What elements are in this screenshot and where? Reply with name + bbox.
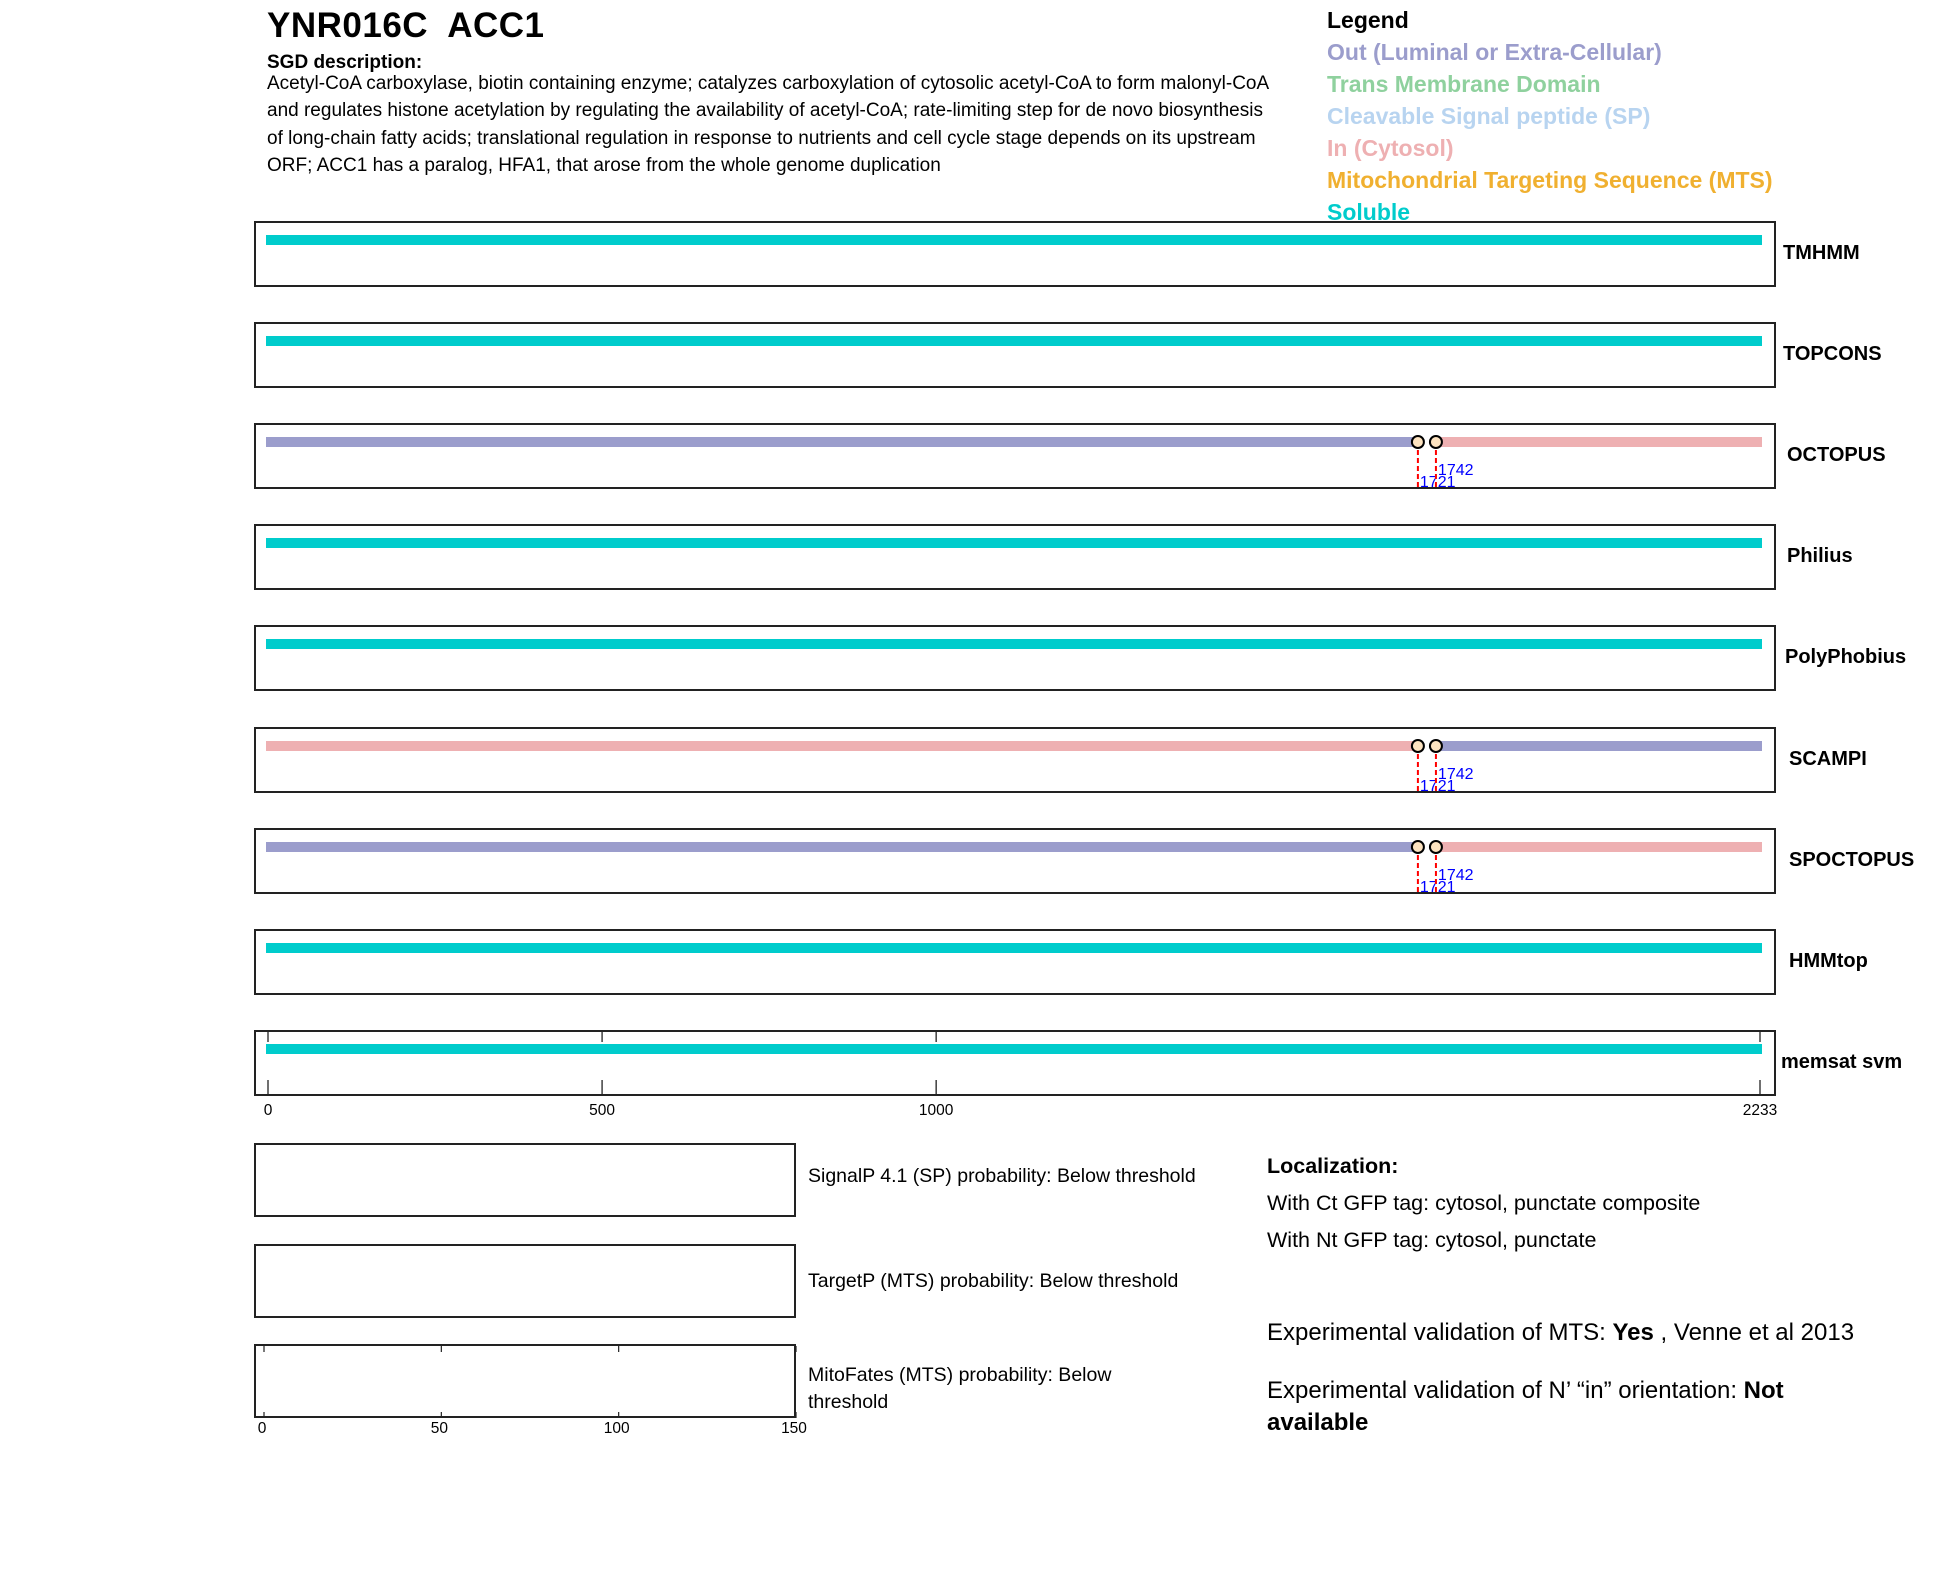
track-plot — [254, 1030, 1774, 1114]
track-label: Philius — [1787, 545, 1853, 567]
track-plot — [254, 625, 1774, 709]
signalp-label: SignalP 4.1 (SP) probability: Below threshold — [808, 1165, 1196, 1187]
track-plot — [254, 828, 1774, 912]
orientation-validation — [1267, 1375, 1877, 1439]
targetp-label: TargetP (MTS) probability: Below threshold — [808, 1270, 1179, 1292]
boundary-label: 1721 — [1419, 778, 1456, 795]
track-plot — [254, 524, 1774, 608]
segment-soluble — [266, 235, 1762, 245]
track-plot — [254, 727, 1774, 811]
boundary-marker — [1412, 841, 1424, 853]
localization-ct: With Ct GFP tag: cytosol, punctate composite — [1267, 1191, 1701, 1215]
orientation-validation-prefix: Experimental validation of N’ “in” orientation: — [1267, 1377, 1744, 1404]
x-tick-label: 500 — [589, 1102, 616, 1119]
boundary-label: 1742 — [1437, 766, 1474, 783]
track-plot — [254, 929, 1774, 1013]
segment-soluble — [266, 943, 1762, 953]
legend-item-tm: Trans Membrane Domain — [1327, 71, 1601, 97]
legend-title: Legend — [1327, 7, 1409, 33]
boundary-label: 1742 — [1437, 867, 1474, 884]
mitofates-panel — [254, 1344, 796, 1418]
description-heading: SGD description: — [267, 52, 423, 73]
gene-title: YNR016C ACC1 — [267, 6, 545, 45]
prob-x-tick-label: 100 — [603, 1420, 630, 1437]
x-tick-label: 0 — [263, 1102, 273, 1119]
mitofates-label: MitoFates (MTS) probability: Below threshold — [808, 1364, 1112, 1413]
track-plot — [254, 221, 1774, 305]
legend-item-out: Out (Luminal or Extra-Cellular) — [1327, 39, 1662, 65]
boundary-marker — [1412, 436, 1424, 448]
segment-out — [1432, 741, 1762, 751]
track-label: SCAMPI — [1789, 748, 1867, 770]
track-plot — [254, 322, 1774, 406]
segment-soluble — [266, 1044, 1762, 1054]
segment-in — [266, 741, 1418, 751]
segment-soluble — [266, 639, 1762, 649]
segment-out — [266, 437, 1418, 447]
track-label: SPOCTOPUS — [1789, 849, 1915, 871]
mts-validation — [1267, 1317, 1927, 1349]
track-label: HMMtop — [1789, 950, 1868, 972]
track-label: OCTOPUS — [1787, 444, 1886, 466]
mitofates-ticks — [256, 1346, 796, 1418]
boundary-label: 1721 — [1419, 879, 1456, 896]
track-label: memsat svm — [1781, 1051, 1903, 1073]
legend-item-sp: Cleavable Signal peptide (SP) — [1327, 103, 1651, 129]
mts-validation-prefix: Experimental validation of MTS: — [1267, 1319, 1613, 1346]
prob-x-tick-label: 0 — [257, 1420, 267, 1437]
boundary-marker — [1430, 436, 1442, 448]
prob-x-tick-label: 150 — [781, 1420, 807, 1437]
mts-validation-suffix: , Venne et al 2013 — [1653, 1319, 1855, 1346]
boundary-label: 1721 — [1419, 474, 1456, 491]
localization-nt: With Nt GFP tag: cytosol, punctate — [1267, 1228, 1597, 1252]
x-tick-label: 2233 — [1742, 1102, 1778, 1119]
segment-soluble — [266, 538, 1762, 548]
legend — [1327, 4, 1773, 228]
track-label: TMHMM — [1783, 242, 1860, 264]
track-plot — [254, 423, 1774, 507]
mts-validation-value: Yes — [1612, 1319, 1654, 1346]
localization-section — [1267, 1148, 1700, 1259]
boundary-label: 1742 — [1437, 462, 1474, 479]
localization-heading: Localization: — [1267, 1154, 1399, 1178]
boundary-marker — [1430, 841, 1442, 853]
targetp-panel — [254, 1244, 796, 1318]
legend-item-mts: Mitochondrial Targeting Sequence (MTS) — [1327, 167, 1773, 193]
orientation-validation-value: Not available — [1267, 1377, 1784, 1436]
segment-out — [266, 842, 1418, 852]
boundary-marker — [1430, 740, 1442, 752]
x-tick-label: 1000 — [918, 1102, 954, 1119]
prob-x-tick-label: 50 — [430, 1420, 448, 1437]
description-text: Acetyl-CoA carboxylase, biotin containing enzyme; catalyzes carboxylation of cytosolic acetyl-CoA to form malonyl-CoA and regulates histone acetylation by regulating the availability of acetyl-CoA; rate-limiting step for de novo biosynthesis of long-chain fatty acids; translational regulation in response to nutrients and cell cycle stage depends on its upstream ORF; ACC1 has a paralog, HFA1, that arose from the whole genome duplication — [267, 73, 1269, 176]
track-label: PolyPhobius — [1785, 646, 1907, 668]
segment-in — [1432, 842, 1762, 852]
track-label: TOPCONS — [1783, 343, 1882, 365]
segment-in — [1432, 437, 1762, 447]
segment-soluble — [266, 336, 1762, 346]
legend-item-soluble: Soluble — [1327, 199, 1411, 225]
boundary-marker — [1412, 740, 1424, 752]
signalp-panel — [254, 1143, 796, 1217]
legend-item-in: In (Cytosol) — [1327, 135, 1454, 161]
